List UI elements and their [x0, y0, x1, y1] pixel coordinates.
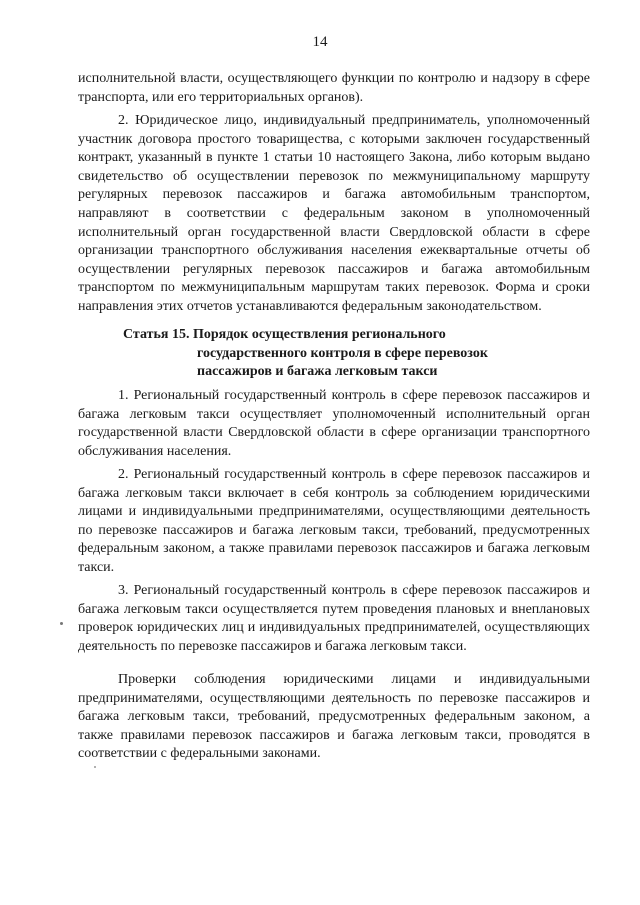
paragraph-text: 1. Региональный государственный контроль в сфере перевозок пассажиров и багажа легковым такси осуществляет уполномоченный исполнительный орган государственной власти Свердловской области в сфере организации транспортного обслуживания населения.: [78, 388, 590, 459]
scan-speck: [94, 766, 96, 768]
scan-speck: [60, 622, 63, 625]
page-number: 14: [312, 34, 328, 50]
paragraph-continuation: [78, 70, 590, 107]
article-title-line-3: пассажиров и багажа легковым такси: [197, 364, 438, 380]
paragraph-text: 2. Региональный государственный контроль в сфере перевозок пассажиров и багажа легковым такси включает в себя контроль за соблюдением юридическими лицами и индивидуальными предпринимателями, осуществляющими деятельность по перевозке пассажиров и багажа легковым такси, требований, предусмотренных федеральным законом, а также правилами перевозок пассажиров и багажа легковым такси.: [78, 467, 590, 575]
paragraph-text: 2. Юридическое лицо, индивидуальный предприниматель, уполномоченный участник договора простого товарищества, с которыми заключен государственный контракт, указанный в пункте 1 статьи 10 настоящего Закона, либо которым выдано свидетельство об осуществлении перевозок по межмуниципальному маршруту регулярных перевозок пассажиров и багажа автомобильным транспортом, направляют в соответствии с федеральным законом в уполномоченный исполнительный орган государственной власти Свердловской области в сфере организации транспортного обслуживания населения ежеквартальные отчеты об осуществлении регулярных перевозок пассажиров и багажа автомобильным транспортом по межмуниципальным маршрутам таких перевозок. Форма и сроки направления этих отчетов устанавливаются федеральным законодательством.: [78, 113, 590, 314]
article-title-line-1: Статья 15. Порядок осуществления регионального: [123, 327, 446, 342]
paragraph-text: Проверки соблюдения юридическими лицами и индивидуальными предпринимателями, осуществляющими деятельность по перевозке пассажиров и багажа легковым такси, требований, предусмотренных федеральным законом, а также правилами перевозок пассажиров и багажа легковым такси, проводятся в соответствии с федеральными законами.: [78, 672, 590, 762]
article-title-line-2: государственного контроля в сфере перевозок: [197, 345, 488, 361]
article-paragraph-2: [78, 466, 590, 578]
article-paragraph-3: [78, 582, 590, 656]
paragraph-item-2: [78, 112, 590, 317]
article-paragraph-1: [78, 387, 590, 461]
article-paragraph-4: [78, 671, 590, 764]
paragraph-text: исполнительной власти, осуществляющего функции по контролю и надзору в сфере транспорта, или его территориальных органов).: [78, 71, 590, 105]
article-heading: [123, 326, 573, 382]
paragraph-text: 3. Региональный государственный контроль в сфере перевозок пассажиров и багажа легковым такси осуществляется путем проведения плановых и внеплановых проверок юридических лиц и индивидуальных предпринимателей, осуществляющих деятельность по перевозке пассажиров и багажа легковым такси.: [78, 583, 590, 654]
